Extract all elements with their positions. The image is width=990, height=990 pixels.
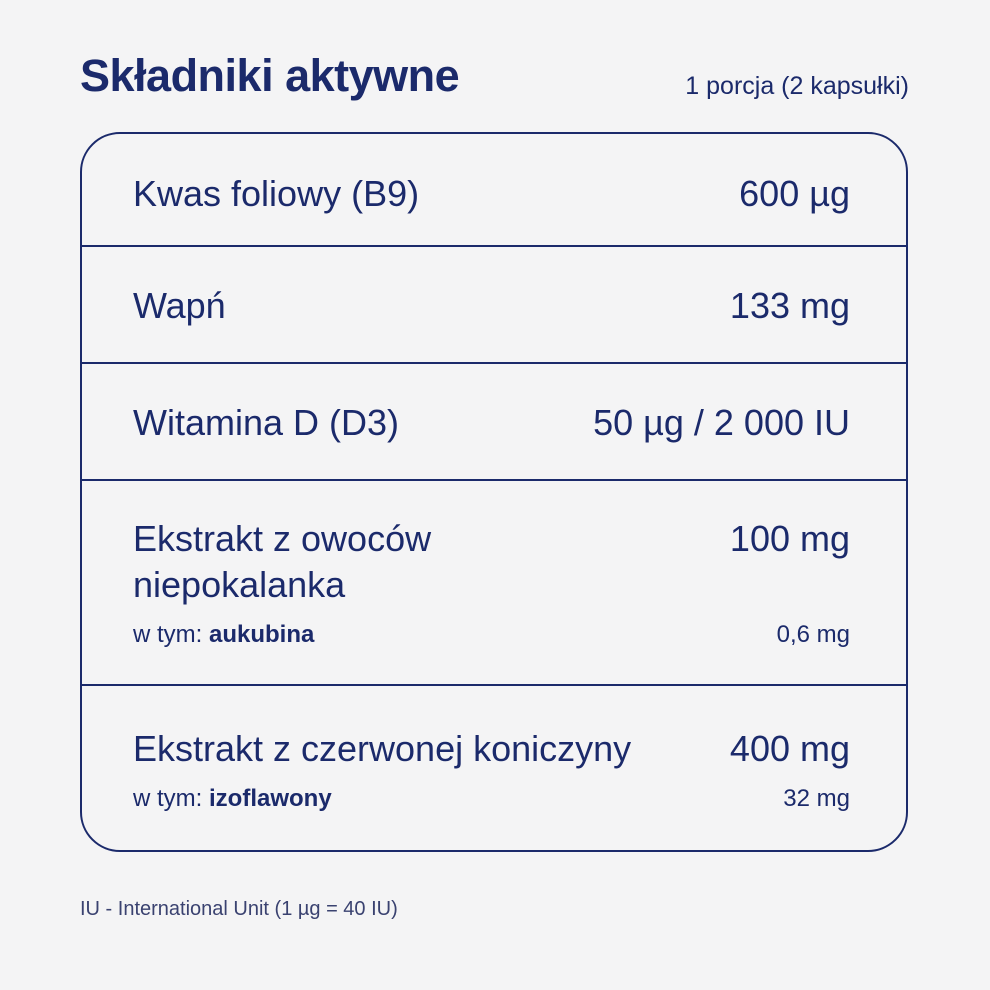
ingredient-row-red-clover-extract [82, 686, 906, 852]
sub-ingredient-label [133, 784, 332, 814]
ingredient-row-folic-acid [82, 134, 906, 247]
ingredient-row-calcium [82, 247, 906, 364]
sub-ingredient-prefix: w tym: [133, 621, 209, 648]
sub-ingredient-name: aukubina [209, 621, 315, 648]
sub-ingredient-label [133, 620, 314, 650]
ingredient-amount: 50 µg / 2 000 IU [593, 402, 850, 443]
serving-size: 1 porcja (2 kapsułki) [685, 72, 909, 100]
page-title: Składniki aktywne [80, 50, 460, 101]
ingredient-row-vitamin-d [82, 364, 906, 481]
ingredient-amount: 100 mg [729, 518, 850, 559]
ingredient-name: Witamina D (D3) [133, 402, 400, 443]
sub-ingredient-amount: 32 mg [783, 785, 850, 812]
ingredient-name: Kwas foliowy (B9) [133, 173, 420, 214]
ingredient-row-chasteberry-extract [82, 481, 906, 686]
ingredient-amount: 400 mg [729, 728, 850, 769]
sub-ingredient-name: izoflawony [209, 785, 332, 812]
ingredient-amount: 133 mg [729, 285, 850, 326]
footnote: IU - International Unit (1 µg = 40 IU) [80, 898, 398, 920]
sub-ingredient-amount: 0,6 mg [776, 621, 850, 648]
ingredient-name: Ekstrakt z owoców niepokalanka [133, 518, 432, 605]
ingredient-name: Ekstrakt z czerwonej koniczyny [133, 728, 632, 769]
sub-ingredient-prefix: w tym: [133, 785, 209, 812]
ingredients-table [80, 132, 908, 852]
ingredient-name: Wapń [133, 285, 226, 326]
ingredient-amount: 600 µg [739, 173, 850, 214]
